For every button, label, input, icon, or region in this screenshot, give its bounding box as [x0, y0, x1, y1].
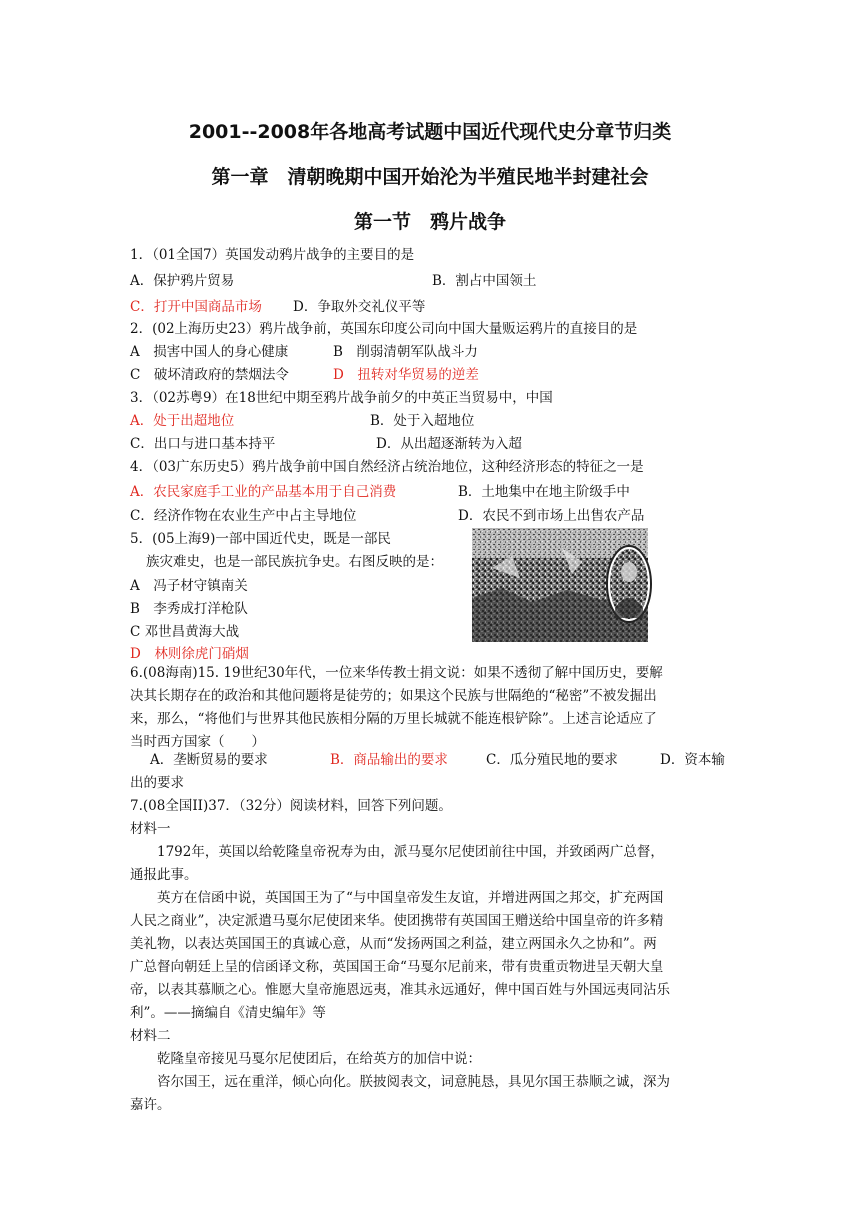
q1-option-c-answer: C．打开中国商品市场: [130, 299, 262, 315]
q1-option-b: B．割占中国领土: [432, 273, 537, 289]
material-1-para1-line1: 1792年，英国以给乾隆皇帝祝寿为由，派马戛尔尼使团前往中国，并致函两广总督，: [130, 844, 664, 860]
material-1-para2-line1: 英方在信函中说，英国国王为了“与中国皇帝发生友谊，并增进两国之邦交，扩充两国: [130, 890, 664, 906]
question-4-stem: 4．（03广东历史5）鸦片战争前中国自然经济占统治地位，这种经济形态的特征之一是: [130, 459, 644, 475]
material-1-label: 材料一: [130, 821, 171, 837]
q6-option-c: C．瓜分殖民地的要求: [486, 752, 618, 768]
q4-option-a-answer: A．农民家庭手工业的产品基本用于自己消费: [130, 484, 397, 500]
q4-option-c: C．经济作物在农业生产中占主导地位: [130, 508, 357, 524]
question-7-stem: 7.(08全国II)37．（32分）阅读材料，回答下列问题。: [130, 798, 452, 814]
question-5-stem-line2: 族灾难史，也是一部民族抗争史。右图反映的是：: [146, 554, 443, 570]
historical-photo: [472, 528, 660, 642]
q1-option-a: A．保护鸦片贸易: [130, 273, 235, 289]
material-1-para1-line2: 通报此事。: [130, 867, 198, 883]
q2-option-c: C 破坏清政府的禁烟法令: [130, 367, 289, 383]
q2-option-b: B 削弱清朝军队战斗力: [333, 344, 478, 360]
q3-option-b: B．处于入超地位: [370, 413, 475, 429]
q5-option-d-answer: D 林则徐虎门硝烟: [130, 646, 249, 662]
q5-option-a: A 冯子材守镇南关: [130, 578, 248, 594]
q6-option-a: A．垄断贸易的要求: [150, 752, 268, 768]
question-6-line4: 当时西方国家（ ）: [130, 734, 265, 750]
q3-option-d: D．从出超逐渐转为入超: [376, 436, 522, 452]
question-6-line1: 6.(08海南)15. 19世纪30年代，一位来华传教士捐文说：如果不透彻了解中国历史，要解: [130, 665, 663, 681]
material-2-para2-line2: 嘉许。: [130, 1097, 171, 1113]
q2-option-d-answer: D 扭转对华贸易的逆差: [333, 367, 479, 383]
material-1-para2-line6: 利”。——摘编自《清史编年》等: [130, 1005, 326, 1021]
q1-option-d: D．争取外交礼仪平等: [293, 299, 426, 315]
q5-option-b: B 李秀成打洋枪队: [130, 601, 248, 617]
q6-option-d-continued: 出的要求: [130, 775, 184, 791]
question-1-stem: 1．（01全国7）英国发动鸦片战争的主要目的是: [130, 247, 415, 263]
q6-option-d: D．资本输: [660, 752, 725, 768]
material-1-para2-line3: 美礼物，以表达英国国王的真诚心意，从而“发扬两国之利益，建立两国永久之协和”。两: [130, 936, 657, 952]
material-2-para1: 乾隆皇帝接见马戛尔尼使团后，在给英方的加信中说：: [130, 1051, 481, 1067]
material-1-para2-line4: 广总督向朝廷上呈的信函译文称，英国国王命“马戛尔尼前来，带有贵重贡物进呈天朝大皇: [130, 959, 664, 975]
chapter-title: 第一章 清朝晚期中国开始沦为半殖民地半封建社会: [211, 166, 649, 188]
q5-option-c: C 邓世昌黄海大战: [130, 624, 240, 640]
material-1-para2-line2: 人民之商业”，决定派遣马戛尔尼使团来华。使团携带有英国国王赠送给中国皇帝的许多精: [130, 913, 664, 929]
q6-option-b-answer: B．商品输出的要求: [330, 752, 448, 768]
section-title: 第一节 鸦片战争: [353, 211, 506, 233]
question-3-stem: 3．（02苏粤9）在18世纪中期至鸦片战争前夕的中英正当贸易中，中国: [130, 390, 553, 406]
q4-option-b: B．土地集中在地主阶级手中: [458, 484, 630, 500]
material-1-para2-line5: 帝，以表其慕顺之心。惟愿大皇帝施恩远夷，准其永远通好，俾中国百姓与外国远夷同沾乐: [130, 982, 670, 998]
question-5-stem-line1: 5．(05上海9)一部中国近代史，既是一部民: [130, 531, 391, 547]
q2-option-a: A 损害中国人的身心健康: [130, 344, 289, 360]
material-2-para2-line1: 咨尔国王，远在重洋，倾心向化。朕披阅表文，词意肫恳，具见尔国王恭顺之诚，深为: [130, 1074, 670, 1090]
question-6-line3: 来，那么，“将他们与世界其他民族相分隔的万里长城就不能连根铲除”。上述言论适应了: [130, 711, 657, 727]
main-title: 2001--2008年各地高考试题中国近代现代史分章节归类: [188, 121, 672, 143]
material-2-label: 材料二: [130, 1028, 171, 1044]
q3-option-a-answer: A．处于出超地位: [130, 413, 235, 429]
question-6-line2: 决其长期存在的政治和其他问题将是徒劳的；如果这个民族与世隔绝的“秘密”不被发掘出: [130, 688, 657, 704]
q3-option-c: C．出口与进口基本持平: [130, 436, 276, 452]
q4-option-d: D．农民不到市场上出售农产品: [458, 508, 645, 524]
question-2-stem: 2．(02上海历史23）鸦片战争前，英国东印度公司向中国大量贩运鸦片的直接目的是: [130, 321, 638, 337]
